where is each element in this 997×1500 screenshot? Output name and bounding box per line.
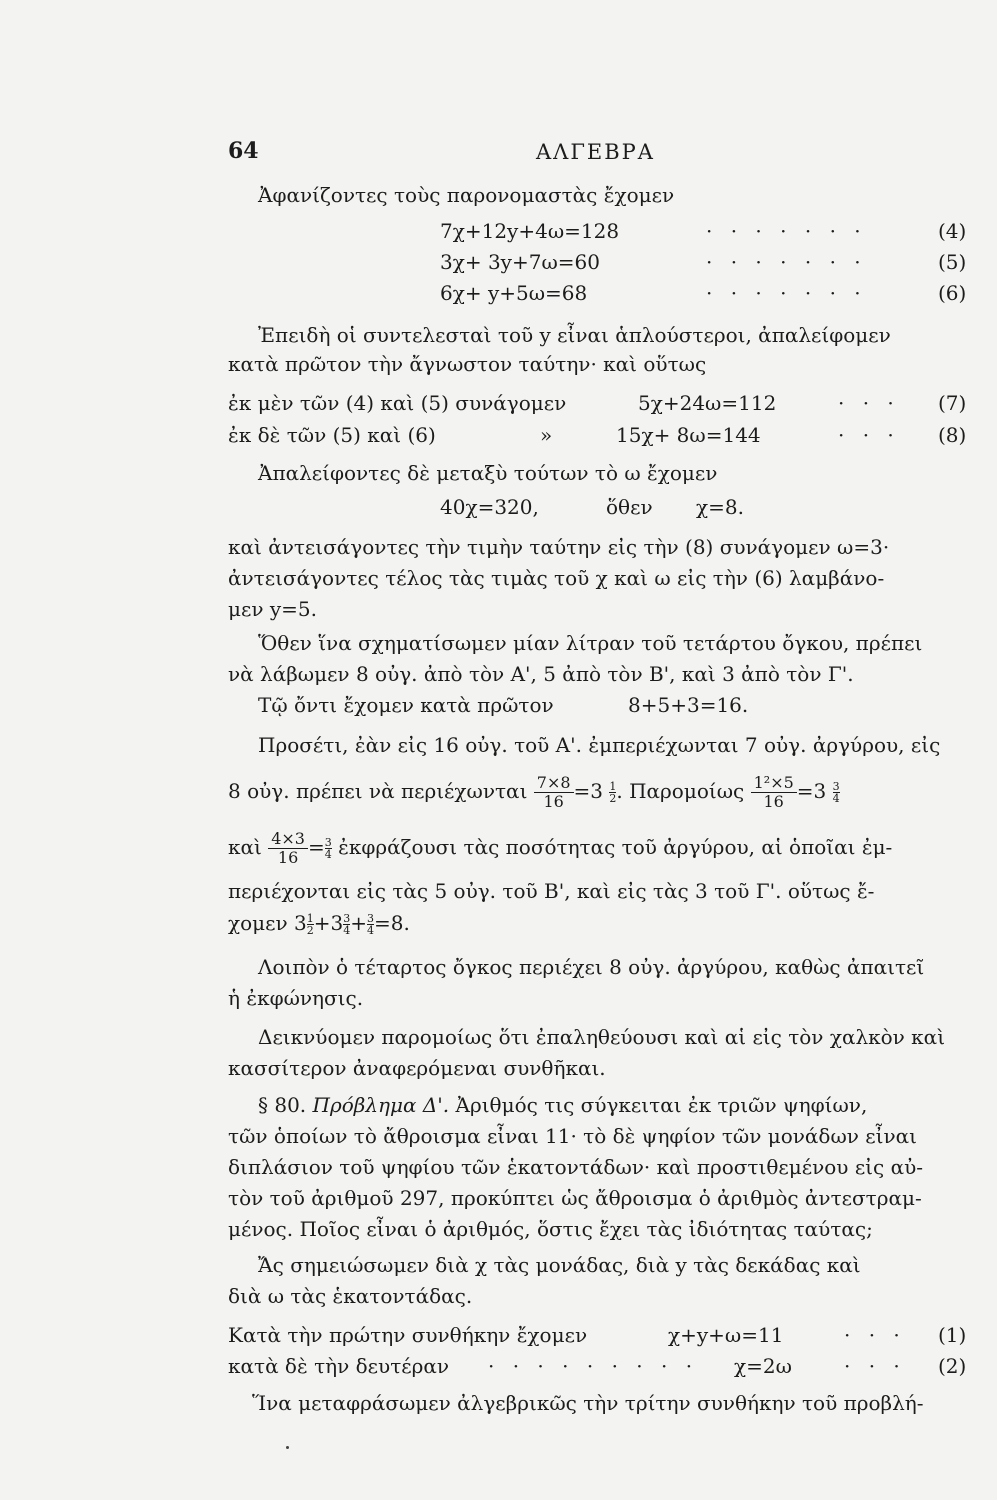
dot-leader: · · · [844,1323,906,1347]
numerator: 3 [343,912,351,925]
equation-4: 7χ+12y+4ω=128 [440,219,620,243]
text-line: ἀντεισάγοντες τέλος τὰς τιμὰς τοῦ χ καὶ ω εἰς τὴν (6) λαμβάνο- [228,566,885,590]
dot-leader: · · · [838,391,900,415]
text-line: Ἐπειδὴ οἱ συντελεσταὶ τοῦ y εἶναι ἁπλούστεροι, ἀπαλείφομεν [258,323,891,347]
text-segment: Ἀριθμός τις σύγκειται ἐκ τριῶν ψηφίων, [455,1093,868,1117]
equation-number-6: (6) [938,281,967,305]
fraction [751,774,797,811]
fraction [534,774,574,811]
text-segment: =3 [796,779,827,803]
denominator: 16 [763,792,784,811]
denominator: 4 [367,924,375,937]
fraction [833,781,840,804]
ditto-mark: » [540,423,553,447]
equation-result: 40χ=320, [440,495,539,519]
text-segment: = [307,835,325,859]
numerator: 3 [324,836,332,849]
text-line: Κατὰ τὴν πρώτην συνθήκην ἔχομεν [228,1323,588,1347]
equation-6: 6χ+ y+5ω=68 [440,281,588,305]
numerator: 7×8 [534,774,574,793]
page-number: 64 [228,138,259,164]
dot-leader: · · · · · · · [706,219,867,243]
numerator: 3 [367,912,375,925]
running-title: ΑΛΓΕΒΡΑ [536,140,655,164]
denominator: 2 [306,924,314,937]
text-line [228,908,410,939]
text-segment: χομεν 3 [228,911,307,935]
equation-number-5: (5) [938,250,967,274]
text-line: μένος. Ποῖος εἶναι ὁ ἀριθμός, ὅστις ἔχει τὰς ἰδιότητας ταύτας; [228,1217,873,1241]
equation-number-1: (1) [938,1323,967,1347]
numerator: 1²×5 [751,774,797,793]
dot-leader: · · · · · · · [706,250,867,274]
text-line: Τῷ ὄντι ἔχομεν κατὰ πρῶτον [258,693,554,717]
text-line: κατὰ πρῶτον τὴν ἄγνωστον ταύτην· καὶ οὕτως [228,352,707,376]
denominator: 4 [832,792,840,805]
numerator: 1 [609,780,617,793]
text-line: Δεικνύομεν παρομοίως ὅτι ἐπαληθεύουσι καὶ αἱ εἰς τὸν χαλκὸν καὶ [258,1025,946,1049]
text-line: τῶν ὁποίων τὸ ἄθροισμα εἶναι 11· τὸ δὲ ψηφίον τῶν μονάδων εἶναι [228,1124,918,1148]
ink-speck [286,1446,289,1449]
fraction [367,913,374,936]
dot-leader: · · · [844,1354,906,1378]
text-line: ἡ ἐκφώνησις. [228,986,364,1010]
equation-8: 15χ+ 8ω=144 [616,423,761,447]
text-segment: + [350,911,368,935]
text-line: μεν y=5. [228,597,318,621]
text-line: κατὰ δὲ τὴν δευτέραν [228,1354,450,1378]
equation-number-2: (2) [938,1354,967,1378]
text-line: καὶ ἀντεισάγοντες τὴν τιμὴν ταύτην εἰς τὴν (8) συνάγομεν ω=3· [228,535,890,559]
dot-leader: · · · [838,423,900,447]
equation-number-8: (8) [938,423,967,447]
dot-leader: · · · · · · · · · [488,1354,699,1378]
text-line: ἐκ δὲ τῶν (5) καὶ (6) [228,423,436,447]
text-line: νὰ λάβωμεν 8 οὐγ. ἀπὸ τὸν Α', 5 ἀπὸ τὸν Β', καὶ 3 ἀπὸ τὸν Γ'. [228,662,854,686]
page-header [228,138,968,172]
equation-7: 5χ+24ω=112 [638,391,777,415]
text-word: ὅθεν [606,495,653,519]
equation-5: 3χ+ 3y+7ω=60 [440,250,600,274]
text-line: ἐκ μὲν τῶν (4) καὶ (5) συνάγομεν [228,391,567,415]
text-line: κασσίτερον ἀναφερόμεναι συνθῆκαι. [228,1056,606,1080]
dot-leader: · · · · · · · [706,281,867,305]
text-segment: ἐκφράζουσι τὰς ποσότητας τοῦ ἀργύρου, αἱ ὁποῖαι ἐμ- [338,835,893,859]
text-line: Λοιπὸν ὁ τέταρτος ὄγκος περιέχει 8 οὐγ. ἀργύρου, καθὼς ἀπαιτεῖ [258,955,925,979]
equation-1: χ+y+ω=11 [668,1323,784,1347]
text-line [228,830,892,867]
text-line: διπλάσιον τοῦ ψηφίου τῶν ἑκατοντάδων· καὶ προστιθεμένου εἰς αὐ- [228,1155,923,1179]
text-line: Ἵνα μεταφράσωμεν ἀλγεβρικῶς τὴν τρίτην συνθήκην τοῦ προβλή- [252,1391,924,1415]
problem-title: Πρόβλημα Δ'. [312,1093,450,1117]
text-segment: =3 [573,779,604,803]
fraction [325,837,332,860]
equation-number-4: (4) [938,219,967,243]
text-segment: . Παρομοίως [616,779,745,803]
denominator: 16 [543,792,564,811]
text-line: Ἀπαλείφοντες δὲ μεταξὺ τούτων τὸ ω ἔχομεν [258,461,718,485]
text-line: Ὅθεν ἵνα σχηματίσωμεν μίαν λίτραν τοῦ τετάρτου ὄγκου, πρέπει [258,631,923,655]
text-segment: +3 [313,911,344,935]
fraction [307,913,314,936]
numerator: 4×3 [268,830,308,849]
text-line: Ἀφανίζοντες τοὺς παρονομαστὰς ἔχομεν [258,183,675,207]
numerator: 3 [832,780,840,793]
text-line: τὸν τοῦ ἀριθμοῦ 297, προκύπτει ὡς ἄθροισμα ὁ ἀριθμὸς ἀντεστραμ- [228,1186,922,1210]
denominator: 4 [343,924,351,937]
text-segment: καὶ [228,835,262,859]
denominator: 16 [277,848,299,867]
equation-result: χ=8. [696,495,744,519]
text-line: περιέχονται εἰς τὰς 5 οὐγ. τοῦ Β', καὶ εἰς τὰς 3 τοῦ Γ'. οὕτως ἔ- [228,879,875,903]
section-number: § 80. [258,1093,307,1117]
text-line: Ἄς σημειώσωμεν διὰ χ τὰς μονάδας, διὰ y τὰς δεκάδας καὶ [258,1253,861,1277]
numerator: 1 [306,912,314,925]
text-line [228,774,840,811]
denominator: 2 [609,792,617,805]
equation-number-7: (7) [938,391,967,415]
equation-2: χ=2ω [734,1354,792,1378]
denominator: 4 [324,848,332,861]
fraction [268,830,308,867]
equation: 8+5+3=16. [628,693,749,717]
text-line [258,1090,867,1121]
text-line: διὰ ω τὰς ἑκατοντάδας. [228,1284,473,1308]
text-segment: 8 οὐγ. πρέπει νὰ περιέχωνται [228,779,528,803]
text-line: Προσέτι, ἐὰν εἰς 16 οὐγ. τοῦ Α'. ἐμπεριέχωνται 7 οὐγ. ἀργύρου, εἰς [258,733,941,757]
text-segment: =8. [374,911,410,935]
